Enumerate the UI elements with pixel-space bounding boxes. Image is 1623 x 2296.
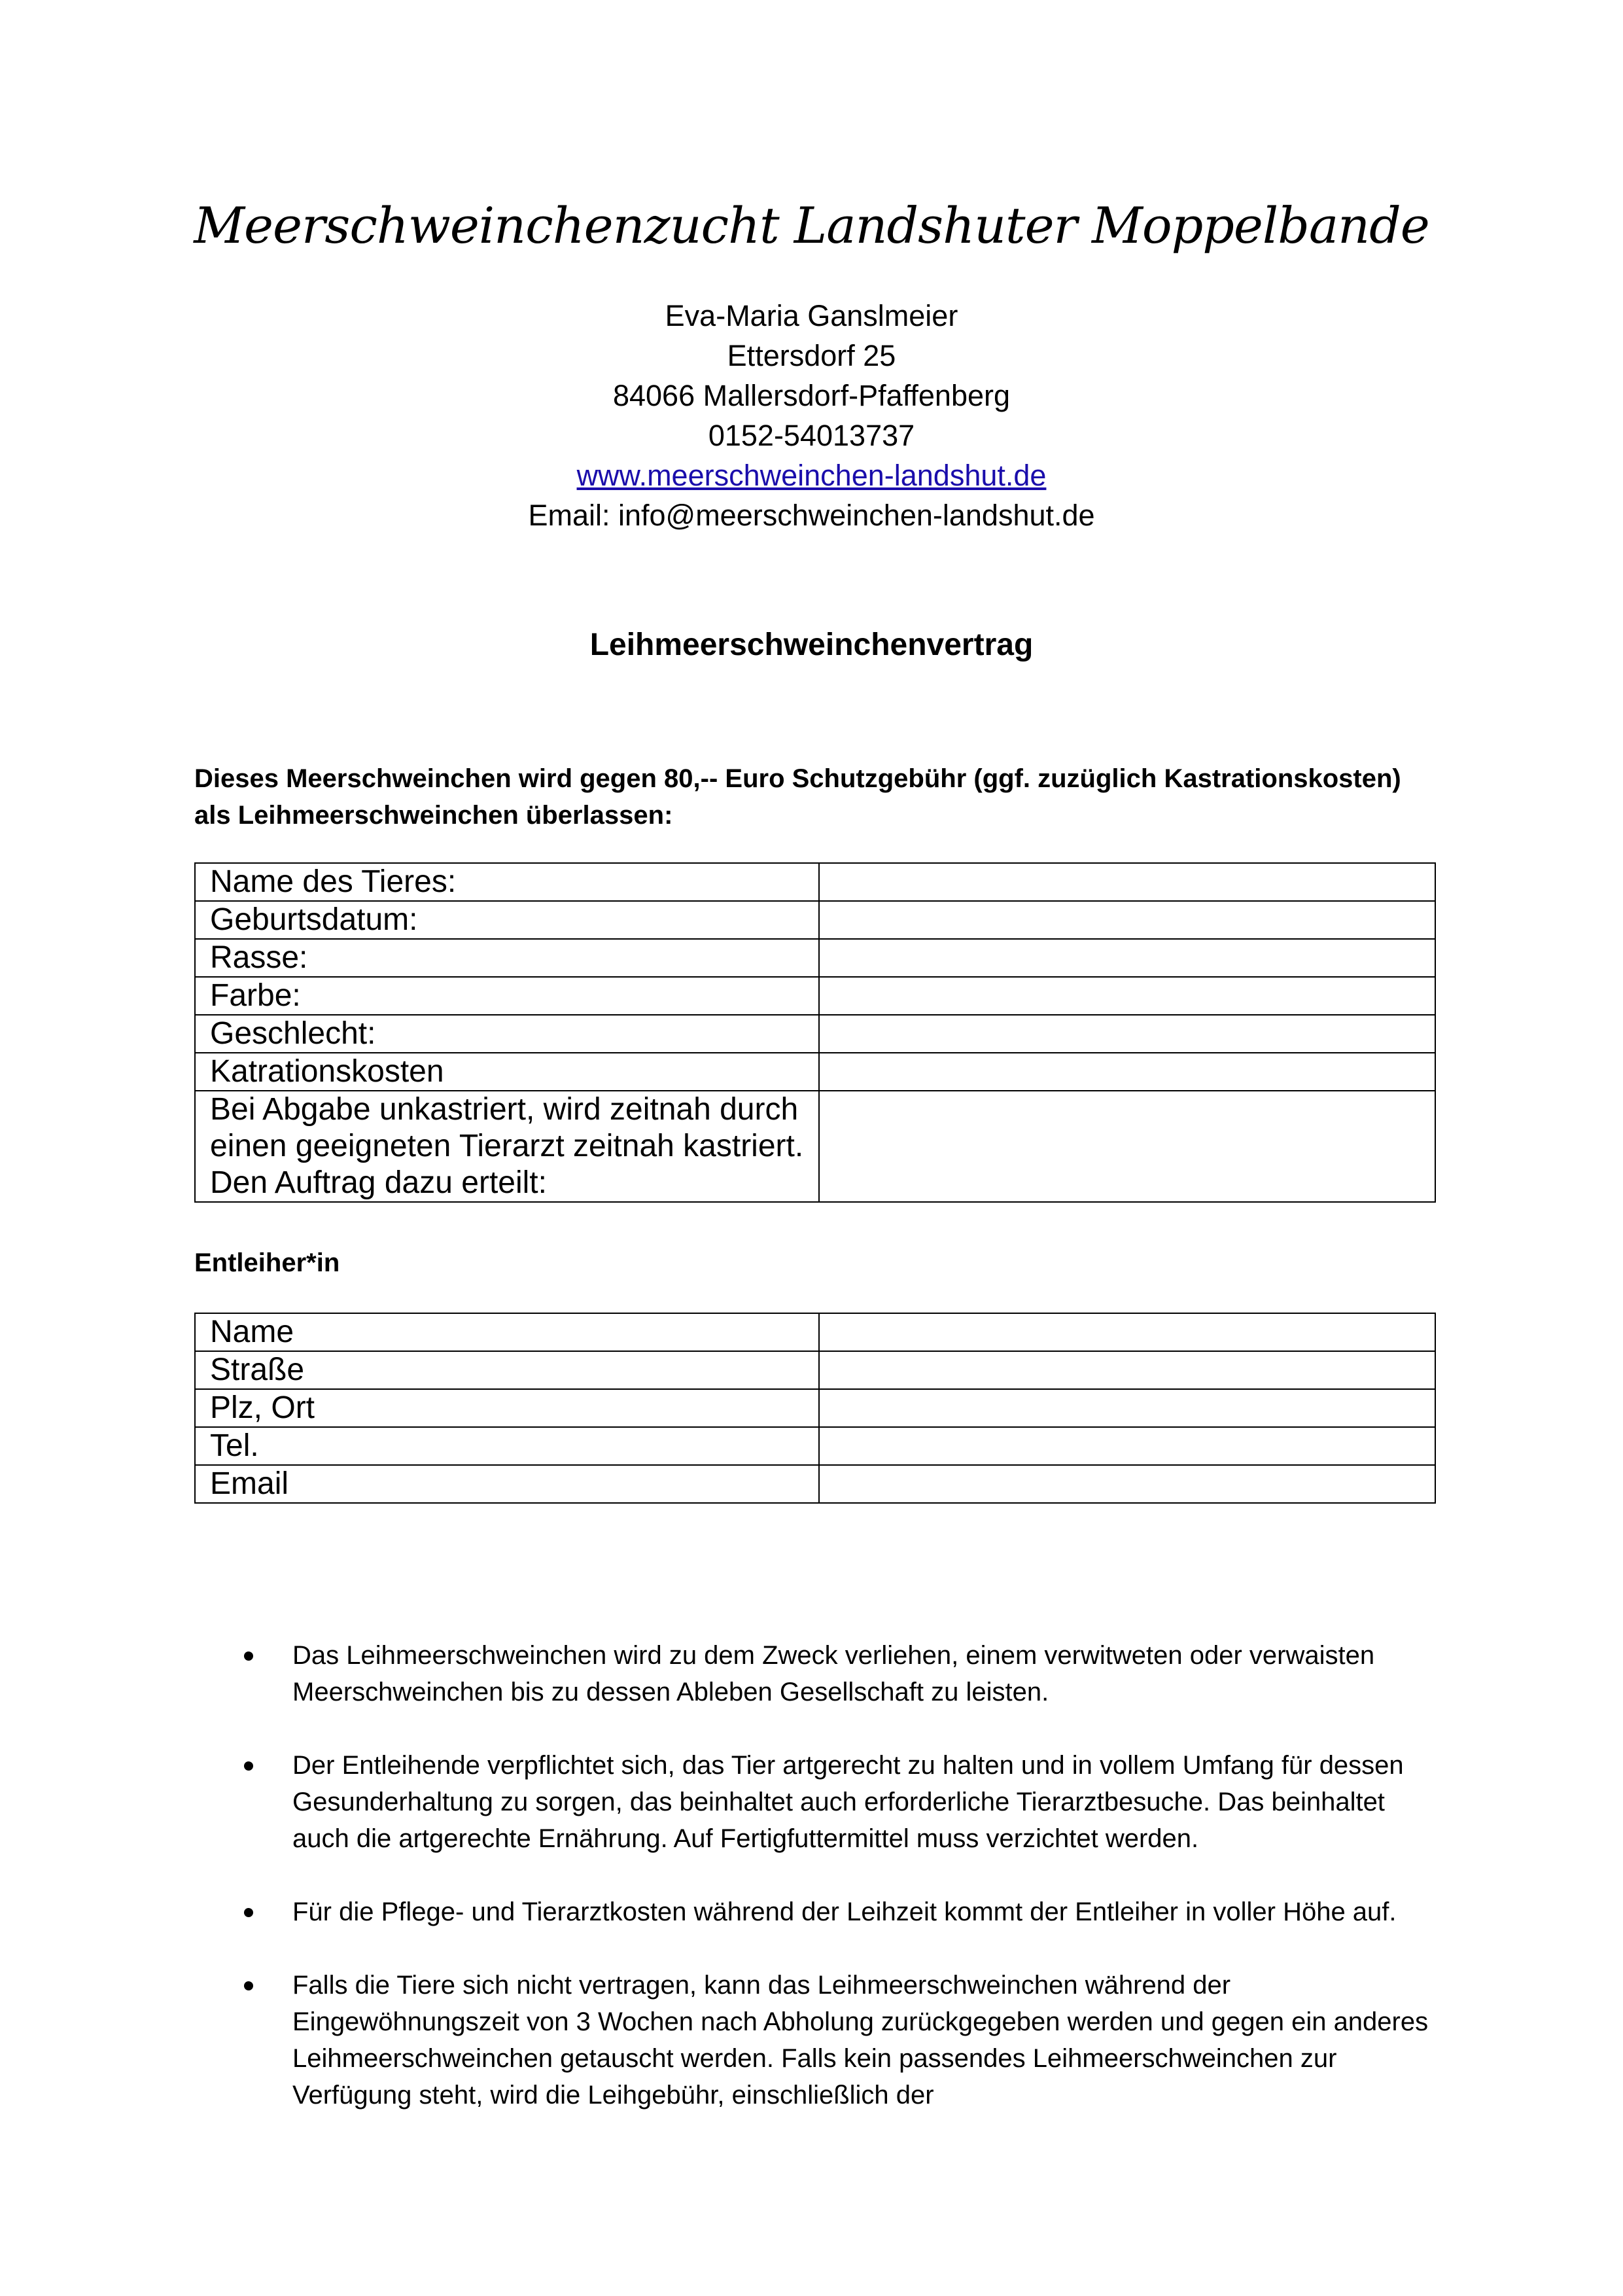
list-item: [194, 1894, 1437, 1930]
term-text: Das Leihmeerschweinchen wird zu dem Zweck verliehen, einem verwitweten oder verwaisten Meerschweinchen bis zu dessen Ableben Gesellschaft zu leisten.: [292, 1641, 1375, 1706]
table-row: [195, 1091, 1435, 1202]
term-text: Falls die Tiere sich nicht vertragen, kann das Leihmeerschweinchen während der Eingewöhnungszeit von 3 Wochen nach Abholung zurückgegeben werden und gegen ein anderes Leihmeerschweinchen getauscht werden. Falls kein passendes Leihmeerschweinchen zur Verfügung steht, wird die Leihgebühr, einschließlich der: [292, 1971, 1429, 2110]
table-row: [195, 901, 1435, 939]
borrower-phone-label: Tel.: [195, 1427, 819, 1465]
borrower-city-label: Plz, Ort: [195, 1389, 819, 1427]
contract-intro: Dieses Meerschweinchen wird gegen 80,-- Euro Schutzgebühr (ggf. zuzüglich Kastrationskosten) als Leihmeerschweinchen überlassen:: [194, 764, 1401, 830]
website-link[interactable]: www.meerschweinchen-landshut.de: [576, 459, 1047, 492]
borrower-email-field[interactable]: [819, 1465, 1435, 1503]
bullet-icon: [244, 1651, 253, 1661]
list-item: [194, 1967, 1437, 2113]
borrower-email-label: Email: [195, 1465, 819, 1503]
castration-cost-field[interactable]: [819, 1053, 1435, 1091]
address-phone: 0152-54013737: [708, 419, 915, 452]
birthdate-label: Geburtsdatum:: [195, 901, 819, 939]
terms-list: [194, 1637, 1437, 2150]
castration-order-field[interactable]: [819, 1091, 1435, 1202]
table-row: [195, 939, 1435, 977]
breeder-title: Meerschweinchenzucht Landshuter Moppelbande: [194, 196, 1429, 255]
list-item: [194, 1637, 1437, 1710]
breed-field[interactable]: [819, 939, 1435, 977]
color-field[interactable]: [819, 977, 1435, 1015]
table-row: [195, 1053, 1435, 1091]
table-row: [195, 1465, 1435, 1503]
table-row: [195, 1015, 1435, 1053]
list-item: [194, 1747, 1437, 1857]
address-name: Eva-Maria Ganslmeier: [665, 299, 958, 332]
color-label: Farbe:: [195, 977, 819, 1015]
address-email: Email: info@meerschweinchen-landshut.de: [528, 499, 1095, 532]
sex-field[interactable]: [819, 1015, 1435, 1053]
borrower-phone-field[interactable]: [819, 1427, 1435, 1465]
animal-details-table: [194, 862, 1436, 1203]
birthdate-field[interactable]: [819, 901, 1435, 939]
contract-heading: Leihmeerschweinchenvertrag: [589, 627, 1034, 662]
sex-label: Geschlecht:: [195, 1015, 819, 1053]
table-row: [195, 1351, 1435, 1389]
address-block: [0, 296, 1623, 535]
bullet-icon: [244, 1981, 253, 1990]
animal-name-label: Name des Tieres:: [195, 863, 819, 901]
term-text: Der Entleihende verpflichtet sich, das Tier artgerecht zu halten und in vollem Umfang für dessen Gesunderhaltung zu sorgen, das beinhaltet auch erforderliche Tierarztbesuche. Das beinhaltet auch die artgerechte Ernährung. Auf Fertigfuttermittel muss verzichtet werden.: [292, 1751, 1404, 1853]
table-row: [195, 977, 1435, 1015]
animal-name-field[interactable]: [819, 863, 1435, 901]
borrower-city-field[interactable]: [819, 1389, 1435, 1427]
table-row: [195, 863, 1435, 901]
castration-cost-label: Katrationskosten: [195, 1053, 819, 1091]
address-street: Ettersdorf 25: [727, 339, 896, 372]
breed-label: Rasse:: [195, 939, 819, 977]
castration-order-label: Bei Abgabe unkastriert, wird zeitnah durch einen geeigneten Tierarzt zeitnah kastriert. Den Auftrag dazu erteilt:: [195, 1091, 819, 1202]
borrower-street-label: Straße: [195, 1351, 819, 1389]
term-text: Für die Pflege- und Tierarztkosten während der Leihzeit kommt der Entleiher in voller Höhe auf.: [292, 1898, 1397, 1926]
bullet-icon: [244, 1761, 253, 1771]
borrower-name-label: Name: [195, 1313, 819, 1351]
table-row: [195, 1389, 1435, 1427]
borrower-name-field[interactable]: [819, 1313, 1435, 1351]
borrower-street-field[interactable]: [819, 1351, 1435, 1389]
table-row: [195, 1313, 1435, 1351]
borrower-details-table: [194, 1313, 1436, 1504]
table-row: [195, 1427, 1435, 1465]
bullet-icon: [244, 1908, 253, 1917]
borrower-heading: Entleiher*in: [194, 1248, 340, 1277]
address-city: 84066 Mallersdorf-Pfaffenberg: [612, 379, 1011, 412]
